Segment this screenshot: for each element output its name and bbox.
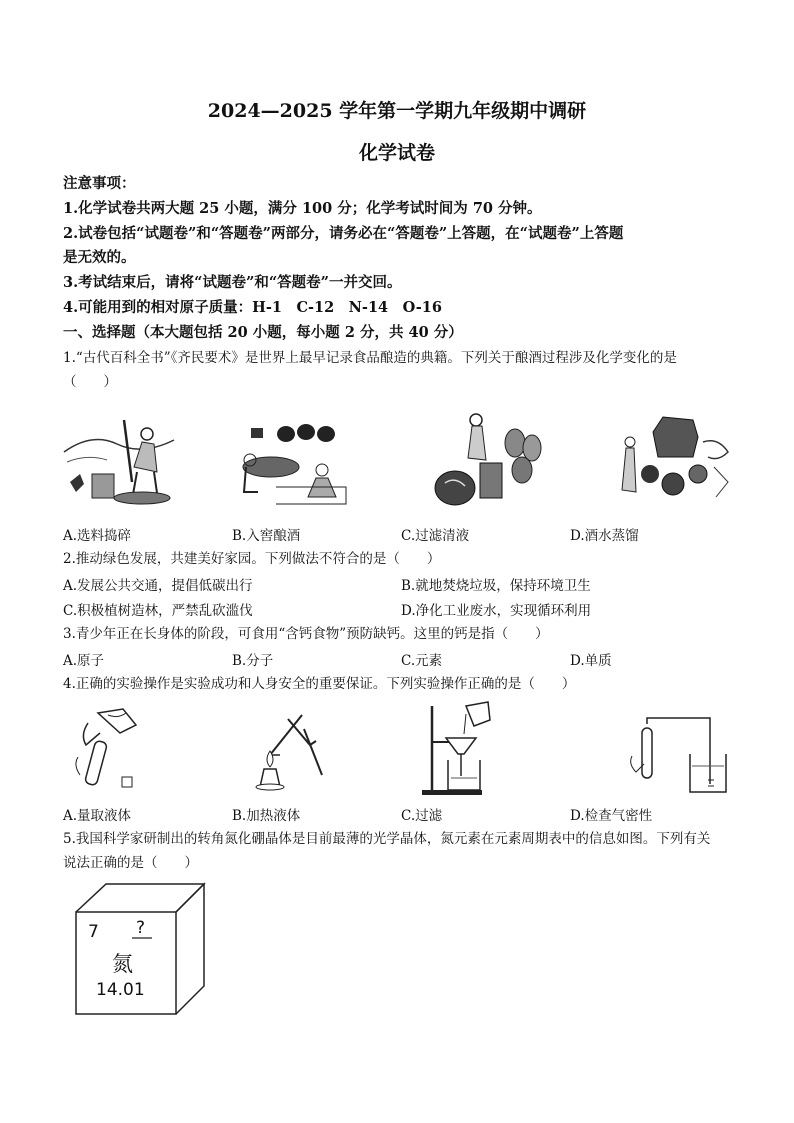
q2-option-b[interactable]: B.就地焚烧垃圾，保持环境卫生 (401, 578, 591, 594)
q4-option-d[interactable]: D.检查气密性 (570, 808, 653, 824)
q3-option-b[interactable]: B.分子 (232, 653, 274, 669)
q4-figure-a-measure-liquid (68, 705, 158, 795)
q5-element-cube (70, 878, 210, 1020)
q2-option-d[interactable]: D.净化工业废水，实现循环利用 (401, 603, 592, 619)
q2-option-a[interactable]: A.发展公共交通，提倡低碳出行 (63, 578, 253, 594)
note-1: 1.化学试卷共两大题 25 小题，满分 100 分；化学考试时间为 70 分钟。 (63, 200, 542, 217)
q5-stem: 5.我国科学家研制出的转角氮化硼晶体是目前最薄的光学晶体，氮元素在元素周期表中的信息如图。下列有关 (63, 831, 711, 847)
q2-stem: 2.推动绿色发展，共建美好家园。下列做法不符合的是（ ） (63, 551, 441, 567)
q4-figure-c-filtration (418, 698, 508, 798)
element-atomic-number: 7 (88, 922, 99, 942)
element-atomic-mass: 14.01 (96, 980, 145, 1000)
q1-option-b[interactable]: B.入窖酿酒 (232, 528, 301, 544)
q1-stem-paren: （ ） (63, 374, 117, 390)
q4-figure-b-heat-liquid (240, 705, 330, 795)
q4-option-c[interactable]: C.过滤 (401, 808, 443, 824)
note-2a: 2.试卷包括“试题卷”和“答题卷”两部分，请务必在“答题卷”上答题，在“试题卷”上答题 (63, 225, 624, 242)
q1-figure-d-distilling (618, 412, 733, 507)
note-3: 3.考试结束后，请将“试题卷”和“答题卷”一并交回。 (63, 274, 402, 291)
q4-stem: 4.正确的实验操作是实验成功和人身安全的重要保证。下列实验操作正确的是（ ） (63, 676, 576, 692)
q2-option-c[interactable]: C.积极植树造林，严禁乱砍滥伐 (63, 603, 253, 619)
section-1-heading: 一、选择题（本大题包括 20 小题，每小题 2 分，共 40 分） (63, 324, 463, 341)
q4-figure-d-airtightness (628, 714, 728, 796)
notes-heading: 注意事项： (63, 175, 136, 192)
q1-option-c[interactable]: C.过滤清液 (401, 528, 470, 544)
q3-option-a[interactable]: A.原子 (63, 653, 105, 669)
note-4: 4.可能用到的相对原子质量：H-1 C-12 N-14 O-16 (63, 299, 442, 316)
q3-option-d[interactable]: D.单质 (570, 653, 612, 669)
exam-subtitle: 化学试卷 (358, 142, 435, 164)
q1-option-a[interactable]: A.选料捣碎 (63, 528, 132, 544)
q1-figure-c-filtering (430, 408, 545, 508)
q4-option-b[interactable]: B.加热液体 (232, 808, 301, 824)
q5-stem-paren: 说法正确的是（ ） (63, 855, 198, 871)
q1-figure-b-fermenting (236, 412, 351, 507)
element-name: 氮 (112, 952, 133, 976)
q3-option-c[interactable]: C.元素 (401, 653, 443, 669)
element-symbol: ? (136, 918, 146, 938)
q3-stem: 3.青少年正在长身体的阶段，可食用“含钙食物”预防缺钙。这里的钙是指（ ） (63, 626, 549, 642)
exam-title: 2024—2025 学年第一学期九年级期中调研 (207, 100, 587, 122)
q1-stem: 1.“古代百科全书”《齐民要术》是世界上最早记录食品酿造的典籍。下列关于酿酒过程涉及化学变化的是 (63, 350, 677, 366)
q4-option-a[interactable]: A.量取液体 (63, 808, 132, 824)
q1-option-d[interactable]: D.酒水蒸馏 (570, 528, 639, 544)
note-2b: 是无效的。 (63, 249, 136, 266)
q1-figure-a-crushing (62, 412, 177, 507)
